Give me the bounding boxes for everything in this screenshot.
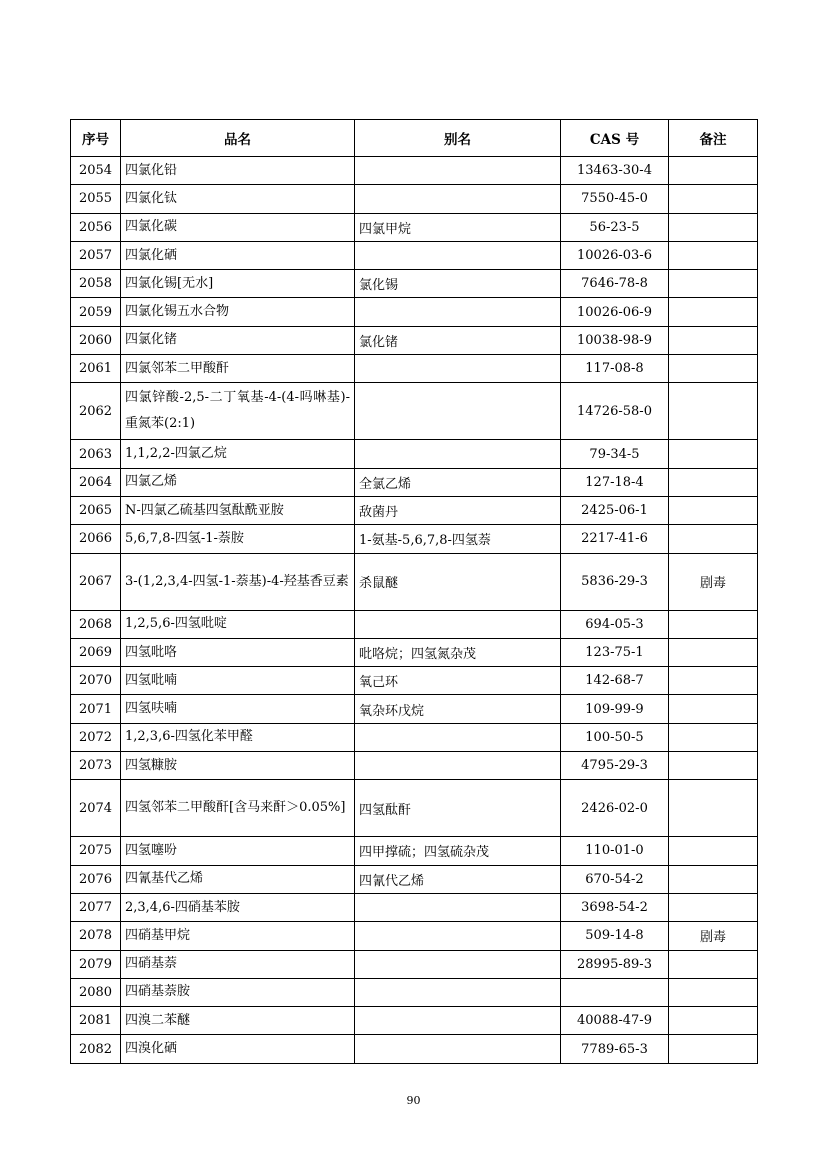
remarks-cell <box>669 865 758 893</box>
table-row <box>71 667 758 695</box>
header-remarks: 备注 <box>669 120 758 157</box>
table-row <box>71 837 758 865</box>
serial-number-cell: 2075 <box>71 837 121 865</box>
table-row <box>71 1007 758 1035</box>
cas-number-cell: 100-50-5 <box>561 723 669 751</box>
product-name-cell: 四氯化硒 <box>121 241 355 269</box>
serial-number-cell: 2080 <box>71 978 121 1006</box>
table-row <box>71 610 758 638</box>
product-name-cell: 四硝基萘 <box>121 950 355 978</box>
alias-cell <box>355 978 561 1006</box>
serial-number-cell: 2071 <box>71 695 121 723</box>
remarks-cell <box>669 978 758 1006</box>
remarks-cell <box>669 837 758 865</box>
chemicals-table <box>70 119 758 1064</box>
cas-number-cell: 28995-89-3 <box>561 950 669 978</box>
cas-number-cell: 56-23-5 <box>561 213 669 241</box>
remarks-cell <box>669 525 758 553</box>
table-row <box>71 383 758 440</box>
product-name-cell: 四氯化锡[无水] <box>121 270 355 298</box>
table-body <box>71 157 758 1064</box>
serial-number-cell: 2068 <box>71 610 121 638</box>
product-name-cell: 四氯化铅 <box>121 157 355 185</box>
alias-cell: 氯化锡 <box>355 270 561 298</box>
cas-number-cell: 694-05-3 <box>561 610 669 638</box>
serial-number-cell: 2057 <box>71 241 121 269</box>
remarks-cell <box>669 213 758 241</box>
product-name-cell: 2,3,4,6-四硝基苯胺 <box>121 893 355 921</box>
serial-number-cell: 2064 <box>71 468 121 496</box>
alias-cell <box>355 298 561 326</box>
table-row <box>71 525 758 553</box>
cas-number-cell: 40088-47-9 <box>561 1007 669 1035</box>
product-name-cell: 四氯化钛 <box>121 185 355 213</box>
serial-number-cell: 2055 <box>71 185 121 213</box>
header-product-name: 品名 <box>121 120 355 157</box>
remarks-cell <box>669 241 758 269</box>
remarks-cell <box>669 468 758 496</box>
cas-number-cell: 10026-06-9 <box>561 298 669 326</box>
serial-number-cell: 2054 <box>71 157 121 185</box>
table-row <box>71 326 758 354</box>
serial-number-cell: 2073 <box>71 752 121 780</box>
remarks-cell <box>669 185 758 213</box>
serial-number-cell: 2081 <box>71 1007 121 1035</box>
cas-number-cell: 79-34-5 <box>561 440 669 468</box>
product-name-cell: 四氢吡咯 <box>121 638 355 666</box>
table-row <box>71 270 758 298</box>
table-row <box>71 752 758 780</box>
remarks-cell <box>669 326 758 354</box>
product-name-cell: 四氢吡喃 <box>121 667 355 695</box>
cas-number-cell: 7789-65-3 <box>561 1035 669 1063</box>
product-name-cell: N-四氯乙硫基四氢酞酰亚胺 <box>121 496 355 524</box>
product-name-cell: 四氯锌酸-2,5-二丁氧基-4-(4-吗啉基)-重氮苯(2:1) <box>121 383 355 440</box>
remarks-cell <box>669 638 758 666</box>
serial-number-cell: 2079 <box>71 950 121 978</box>
alias-cell <box>355 922 561 950</box>
serial-number-cell: 2072 <box>71 723 121 751</box>
remarks-cell <box>669 440 758 468</box>
alias-cell: 吡咯烷；四氢氮杂茂 <box>355 638 561 666</box>
cas-number-cell: 117-08-8 <box>561 355 669 383</box>
table-row <box>71 496 758 524</box>
cas-number-cell: 5836-29-3 <box>561 553 669 610</box>
alias-cell <box>355 241 561 269</box>
product-name-cell: 5,6,7,8-四氢-1-萘胺 <box>121 525 355 553</box>
table-row <box>71 213 758 241</box>
cas-number-cell: 13463-30-4 <box>561 157 669 185</box>
alias-cell: 四氢酞酐 <box>355 780 561 837</box>
alias-cell: 氧己环 <box>355 667 561 695</box>
serial-number-cell: 2063 <box>71 440 121 468</box>
cas-number-cell: 109-99-9 <box>561 695 669 723</box>
cas-number-cell: 142-68-7 <box>561 667 669 695</box>
serial-number-cell: 2056 <box>71 213 121 241</box>
cas-number-cell: 670-54-2 <box>561 865 669 893</box>
serial-number-cell: 2066 <box>71 525 121 553</box>
cas-number-cell: 2426-02-0 <box>561 780 669 837</box>
remarks-cell <box>669 723 758 751</box>
product-name-cell: 1,2,3,6-四氢化苯甲醛 <box>121 723 355 751</box>
cas-number-cell: 2425-06-1 <box>561 496 669 524</box>
alias-cell <box>355 185 561 213</box>
product-name-cell: 四氢噻吩 <box>121 837 355 865</box>
alias-cell <box>355 752 561 780</box>
remarks-cell <box>669 355 758 383</box>
serial-number-cell: 2078 <box>71 922 121 950</box>
product-name-cell: 四氢邻苯二甲酸酐[含马来酐＞0.05%] <box>121 780 355 837</box>
alias-cell: 全氯乙烯 <box>355 468 561 496</box>
remarks-cell <box>669 1035 758 1063</box>
remarks-cell: 剧毒 <box>669 922 758 950</box>
product-name-cell: 3-(1,2,3,4-四氢-1-萘基)-4-羟基香豆素 <box>121 553 355 610</box>
product-name-cell: 四硝基甲烷 <box>121 922 355 950</box>
table-row <box>71 638 758 666</box>
serial-number-cell: 2058 <box>71 270 121 298</box>
table-row <box>71 553 758 610</box>
header-alias: 别名 <box>355 120 561 157</box>
cas-number-cell: 110-01-0 <box>561 837 669 865</box>
alias-cell <box>355 355 561 383</box>
alias-cell <box>355 383 561 440</box>
remarks-cell <box>669 610 758 638</box>
header-serial-number: 序号 <box>71 120 121 157</box>
remarks-cell <box>669 270 758 298</box>
table-row <box>71 922 758 950</box>
product-name-cell: 1,1,2,2-四氯乙烷 <box>121 440 355 468</box>
remarks-cell <box>669 950 758 978</box>
product-name-cell: 四氯化碳 <box>121 213 355 241</box>
cas-number-cell: 127-18-4 <box>561 468 669 496</box>
cas-number-cell: 14726-58-0 <box>561 383 669 440</box>
product-name-cell: 四氯乙烯 <box>121 468 355 496</box>
serial-number-cell: 2069 <box>71 638 121 666</box>
cas-number-cell: 7550-45-0 <box>561 185 669 213</box>
alias-cell: 四氰代乙烯 <box>355 865 561 893</box>
product-name-cell: 四氯邻苯二甲酸酐 <box>121 355 355 383</box>
header-cas-number: CAS 号 <box>561 120 669 157</box>
serial-number-cell: 2067 <box>71 553 121 610</box>
table-row <box>71 241 758 269</box>
serial-number-cell: 2074 <box>71 780 121 837</box>
product-name-cell: 四氢呋喃 <box>121 695 355 723</box>
table-header <box>71 120 758 157</box>
remarks-cell <box>669 780 758 837</box>
cas-number-cell: 10038-98-9 <box>561 326 669 354</box>
alias-cell <box>355 893 561 921</box>
serial-number-cell: 2061 <box>71 355 121 383</box>
table-row <box>71 1035 758 1063</box>
cas-number-cell: 10026-03-6 <box>561 241 669 269</box>
table-row <box>71 468 758 496</box>
table-row <box>71 950 758 978</box>
alias-cell: 1-氨基-5,6,7,8-四氢萘 <box>355 525 561 553</box>
product-name-cell: 四氯化锡五水合物 <box>121 298 355 326</box>
cas-number-cell: 4795-29-3 <box>561 752 669 780</box>
table-row <box>71 157 758 185</box>
page-number: 90 <box>406 1094 421 1107</box>
remarks-cell <box>669 695 758 723</box>
alias-cell <box>355 950 561 978</box>
product-name-cell: 1,2,5,6-四氢吡啶 <box>121 610 355 638</box>
remarks-cell <box>669 383 758 440</box>
table-row <box>71 723 758 751</box>
table-row <box>71 185 758 213</box>
cas-number-cell: 123-75-1 <box>561 638 669 666</box>
table-row <box>71 780 758 837</box>
remarks-cell <box>669 752 758 780</box>
product-name-cell: 四氢糠胺 <box>121 752 355 780</box>
table-row <box>71 440 758 468</box>
product-name-cell: 四氰基代乙烯 <box>121 865 355 893</box>
table-row <box>71 865 758 893</box>
serial-number-cell: 2076 <box>71 865 121 893</box>
product-name-cell: 四硝基萘胺 <box>121 978 355 1006</box>
serial-number-cell: 2082 <box>71 1035 121 1063</box>
alias-cell <box>355 1035 561 1063</box>
product-name-cell: 四氯化锗 <box>121 326 355 354</box>
alias-cell <box>355 157 561 185</box>
remarks-cell: 剧毒 <box>669 553 758 610</box>
remarks-cell <box>669 496 758 524</box>
table-row <box>71 695 758 723</box>
table-row <box>71 893 758 921</box>
serial-number-cell: 2059 <box>71 298 121 326</box>
remarks-cell <box>669 157 758 185</box>
alias-cell: 杀鼠醚 <box>355 553 561 610</box>
table-row <box>71 355 758 383</box>
serial-number-cell: 2060 <box>71 326 121 354</box>
alias-cell <box>355 1007 561 1035</box>
alias-cell: 氧杂环戊烷 <box>355 695 561 723</box>
product-name-cell: 四溴二苯醚 <box>121 1007 355 1035</box>
table-row <box>71 298 758 326</box>
table-row <box>71 978 758 1006</box>
alias-cell: 敌菌丹 <box>355 496 561 524</box>
cas-number-cell: 3698-54-2 <box>561 893 669 921</box>
alias-cell <box>355 723 561 751</box>
cas-number-cell: 2217-41-6 <box>561 525 669 553</box>
product-name-cell: 四溴化硒 <box>121 1035 355 1063</box>
serial-number-cell: 2077 <box>71 893 121 921</box>
alias-cell: 四甲撑硫；四氢硫杂茂 <box>355 837 561 865</box>
serial-number-cell: 2065 <box>71 496 121 524</box>
serial-number-cell: 2070 <box>71 667 121 695</box>
remarks-cell <box>669 893 758 921</box>
remarks-cell <box>669 667 758 695</box>
serial-number-cell: 2062 <box>71 383 121 440</box>
remarks-cell <box>669 1007 758 1035</box>
alias-cell <box>355 610 561 638</box>
cas-number-cell: 7646-78-8 <box>561 270 669 298</box>
cas-number-cell: 509-14-8 <box>561 922 669 950</box>
alias-cell: 四氯甲烷 <box>355 213 561 241</box>
remarks-cell <box>669 298 758 326</box>
alias-cell <box>355 440 561 468</box>
alias-cell: 氯化锗 <box>355 326 561 354</box>
header-row <box>71 120 758 157</box>
cas-number-cell <box>561 978 669 1006</box>
